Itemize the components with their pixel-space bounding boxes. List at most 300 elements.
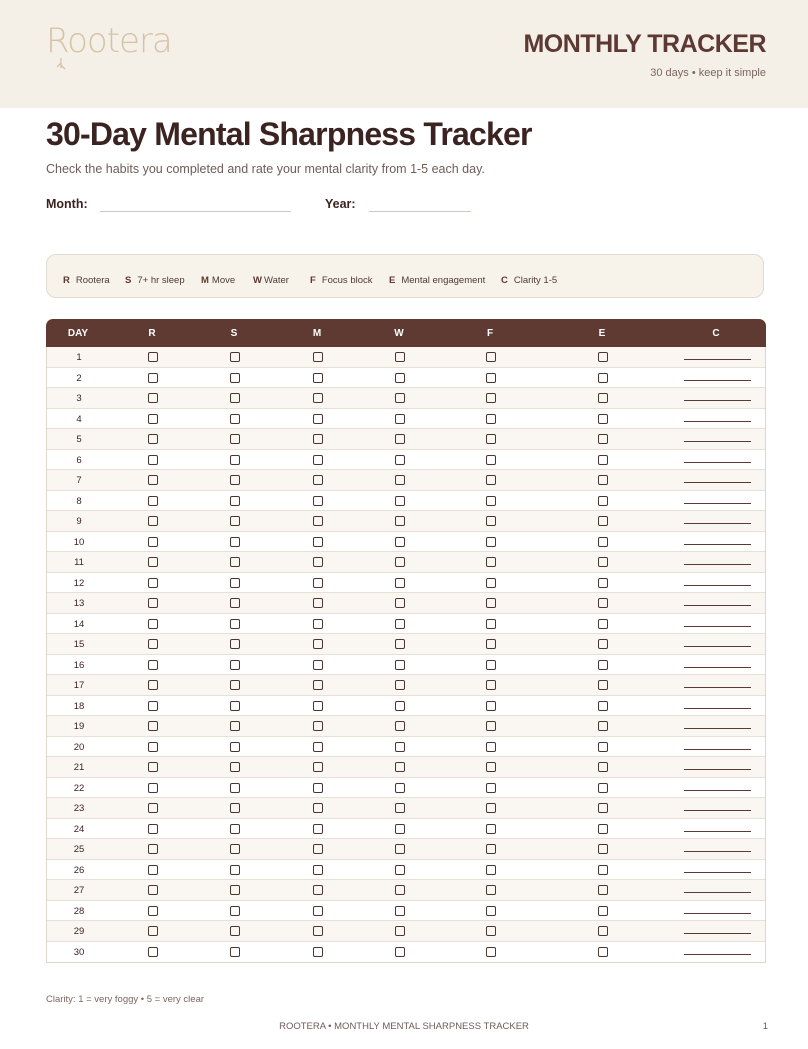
checkbox-e[interactable]	[598, 373, 608, 383]
checkbox-s[interactable]	[230, 680, 240, 690]
month-label: Month:	[46, 197, 88, 211]
clarity-rating-line[interactable]	[684, 913, 751, 914]
checkbox-e[interactable]	[598, 414, 608, 424]
checkbox-f[interactable]	[486, 414, 496, 424]
legend-item-e: E Mental engagement	[389, 275, 486, 286]
checkbox-r[interactable]	[148, 639, 158, 649]
table-row	[47, 409, 765, 430]
table-row	[47, 860, 765, 881]
day-number: 5	[76, 434, 82, 445]
checkbox-m[interactable]	[313, 598, 323, 608]
checkbox-r[interactable]	[148, 660, 158, 670]
checkbox-m[interactable]	[313, 701, 323, 711]
checkbox-s[interactable]	[230, 906, 240, 916]
checkbox-m[interactable]	[313, 578, 323, 588]
checkbox-m[interactable]	[313, 352, 323, 362]
day-number: 3	[76, 393, 82, 404]
checkbox-f[interactable]	[486, 639, 496, 649]
clarity-rating-line[interactable]	[684, 626, 751, 627]
checkbox-e[interactable]	[598, 947, 608, 957]
table-body	[46, 347, 766, 963]
clarity-note: Clarity: 1 = very foggy • 5 = very clear	[46, 994, 205, 1005]
clarity-rating-line[interactable]	[684, 380, 751, 381]
checkbox-m[interactable]	[313, 434, 323, 444]
checkbox-r[interactable]	[148, 393, 158, 403]
checkbox-m[interactable]	[313, 824, 323, 834]
checkbox-w[interactable]	[395, 373, 405, 383]
checkbox-s[interactable]	[230, 578, 240, 588]
checkbox-e[interactable]	[598, 824, 608, 834]
checkbox-w[interactable]	[395, 721, 405, 731]
day-number: 22	[73, 782, 85, 794]
legend-box	[46, 254, 764, 298]
checkbox-s[interactable]	[230, 496, 240, 506]
checkbox-e[interactable]	[598, 885, 608, 895]
checkbox-e[interactable]	[598, 639, 608, 649]
checkbox-f[interactable]	[486, 352, 496, 362]
checkbox-r[interactable]	[148, 701, 158, 711]
day-number: 8	[76, 495, 82, 507]
checkbox-e[interactable]	[598, 352, 608, 362]
checkbox-r[interactable]	[148, 537, 158, 547]
checkbox-f[interactable]	[486, 393, 496, 403]
checkbox-w[interactable]	[395, 844, 405, 854]
checkbox-f[interactable]	[486, 742, 496, 752]
checkbox-e[interactable]	[598, 660, 608, 670]
logo-text: Rootera	[46, 21, 172, 61]
page-number: 1	[762, 1021, 768, 1032]
legend-item-w: W Water	[253, 275, 289, 286]
root-icon	[54, 58, 68, 72]
checkbox-w[interactable]	[395, 742, 405, 752]
checkbox-s[interactable]	[230, 393, 240, 403]
checkbox-f[interactable]	[486, 455, 496, 465]
checkbox-s[interactable]	[230, 947, 240, 957]
col-header-day: DAY	[67, 328, 89, 339]
checkbox-r[interactable]	[148, 455, 158, 465]
day-number: 18	[73, 700, 85, 712]
checkbox-f[interactable]	[486, 824, 496, 834]
legend-item-m: M Move	[201, 275, 236, 286]
checkbox-r[interactable]	[148, 844, 158, 854]
checkbox-s[interactable]	[230, 701, 240, 711]
checkbox-f[interactable]	[486, 496, 496, 506]
day-number: 19	[73, 721, 85, 732]
checkbox-w[interactable]	[395, 619, 405, 629]
clarity-rating-line[interactable]	[684, 769, 751, 770]
checkbox-e[interactable]	[598, 578, 608, 588]
checkbox-e[interactable]	[598, 680, 608, 690]
checkbox-e[interactable]	[598, 865, 608, 875]
checkbox-w[interactable]	[395, 660, 405, 670]
checkbox-s[interactable]	[230, 762, 240, 772]
checkbox-m[interactable]	[313, 414, 323, 424]
day-number: 21	[73, 762, 85, 773]
checkbox-r[interactable]	[148, 721, 158, 731]
clarity-rating-line[interactable]	[684, 933, 751, 934]
checkbox-w[interactable]	[395, 762, 405, 772]
day-number: 26	[73, 864, 85, 876]
checkbox-r[interactable]	[148, 619, 158, 629]
checkbox-f[interactable]	[486, 537, 496, 547]
checkbox-e[interactable]	[598, 516, 608, 526]
table-row	[47, 347, 765, 368]
col-header-e: E	[598, 328, 606, 339]
clarity-rating-line[interactable]	[684, 605, 751, 606]
checkbox-s[interactable]	[230, 414, 240, 424]
checkbox-w[interactable]	[395, 803, 405, 813]
checkbox-m[interactable]	[313, 906, 323, 916]
clarity-rating-line[interactable]	[684, 687, 751, 688]
col-header-s: S	[230, 328, 238, 339]
checkbox-w[interactable]	[395, 578, 405, 588]
checkbox-s[interactable]	[230, 865, 240, 875]
checkbox-f[interactable]	[486, 906, 496, 916]
rootera-logo	[46, 22, 186, 72]
checkbox-e[interactable]	[598, 557, 608, 567]
checkbox-e[interactable]	[598, 742, 608, 752]
checkbox-s[interactable]	[230, 598, 240, 608]
checkbox-m[interactable]	[313, 742, 323, 752]
page-header	[0, 0, 808, 108]
checkbox-r[interactable]	[148, 742, 158, 752]
clarity-rating-line[interactable]	[684, 831, 751, 832]
checkbox-m[interactable]	[313, 639, 323, 649]
header-subtitle: 30 days • keep it simple	[650, 67, 766, 79]
table-row	[47, 573, 765, 594]
checkbox-f[interactable]	[486, 475, 496, 485]
table-row	[47, 839, 765, 860]
table-row	[47, 737, 765, 758]
checkbox-s[interactable]	[230, 639, 240, 649]
clarity-rating-line[interactable]	[684, 544, 751, 545]
checkbox-r[interactable]	[148, 865, 158, 875]
checkbox-w[interactable]	[395, 496, 405, 506]
day-number: 4	[76, 413, 82, 425]
day-number: 27	[73, 885, 85, 896]
checkbox-m[interactable]	[313, 516, 323, 526]
checkbox-s[interactable]	[230, 537, 240, 547]
clarity-rating-line[interactable]	[684, 851, 751, 852]
checkbox-s[interactable]	[230, 475, 240, 485]
checkbox-s[interactable]	[230, 660, 240, 670]
checkbox-m[interactable]	[313, 557, 323, 567]
legend-item-c: C Clarity 1-5	[501, 275, 558, 286]
day-number: 29	[73, 926, 85, 937]
checkbox-r[interactable]	[148, 578, 158, 588]
checkbox-r[interactable]	[148, 947, 158, 957]
checkbox-m[interactable]	[313, 537, 323, 547]
day-number: 10	[73, 536, 85, 548]
day-number: 13	[73, 598, 85, 609]
checkbox-r[interactable]	[148, 680, 158, 690]
checkbox-e[interactable]	[598, 762, 608, 772]
checkbox-r[interactable]	[148, 783, 158, 793]
day-number: 2	[76, 372, 82, 384]
col-header-m: M	[312, 328, 322, 339]
checkbox-f[interactable]	[486, 557, 496, 567]
checkbox-e[interactable]	[598, 619, 608, 629]
checkbox-e[interactable]	[598, 926, 608, 936]
checkbox-m[interactable]	[313, 865, 323, 875]
clarity-rating-line[interactable]	[684, 708, 751, 709]
checkbox-s[interactable]	[230, 619, 240, 629]
checkbox-f[interactable]	[486, 865, 496, 875]
day-number: 16	[73, 659, 85, 671]
table-row	[47, 470, 765, 491]
month-field[interactable]	[100, 211, 291, 212]
checkbox-f[interactable]	[486, 598, 496, 608]
clarity-rating-line[interactable]	[684, 646, 751, 647]
day-number: 20	[73, 741, 85, 753]
clarity-rating-line[interactable]	[684, 954, 751, 955]
table-row	[47, 716, 765, 737]
col-header-r: R	[148, 328, 156, 339]
checkbox-e[interactable]	[598, 455, 608, 465]
clarity-rating-line[interactable]	[684, 585, 751, 586]
table-row	[47, 757, 765, 778]
checkbox-w[interactable]	[395, 701, 405, 711]
clarity-rating-line[interactable]	[684, 872, 751, 873]
table-row	[47, 901, 765, 922]
checkbox-w[interactable]	[395, 414, 405, 424]
table-row	[47, 675, 765, 696]
checkbox-m[interactable]	[313, 947, 323, 957]
checkbox-w[interactable]	[395, 639, 405, 649]
col-header-c: C	[712, 328, 720, 339]
clarity-rating-line[interactable]	[684, 564, 751, 565]
checkbox-m[interactable]	[313, 475, 323, 485]
checkbox-m[interactable]	[313, 660, 323, 670]
checkbox-w[interactable]	[395, 557, 405, 567]
table-row	[47, 798, 765, 819]
checkbox-s[interactable]	[230, 844, 240, 854]
table-row	[47, 511, 765, 532]
legend-item-s: S 7+ hr sleep	[125, 275, 185, 286]
checkbox-e[interactable]	[598, 701, 608, 711]
checkbox-e[interactable]	[598, 598, 608, 608]
checkbox-s[interactable]	[230, 557, 240, 567]
checkbox-r[interactable]	[148, 434, 158, 444]
intro-text: Check the habits you completed and rate your mental clarity from 1-5 each day.	[46, 162, 485, 176]
checkbox-e[interactable]	[598, 475, 608, 485]
checkbox-f[interactable]	[486, 660, 496, 670]
header-title: MONTHLY TRACKER	[523, 30, 766, 58]
checkbox-m[interactable]	[313, 455, 323, 465]
checkbox-s[interactable]	[230, 885, 240, 895]
checkbox-r[interactable]	[148, 373, 158, 383]
clarity-rating-line[interactable]	[684, 421, 751, 422]
checkbox-m[interactable]	[313, 373, 323, 383]
checkbox-w[interactable]	[395, 906, 405, 916]
checkbox-f[interactable]	[486, 721, 496, 731]
day-number: 9	[76, 516, 82, 527]
col-header-f: F	[486, 328, 494, 339]
checkbox-s[interactable]	[230, 742, 240, 752]
clarity-rating-line[interactable]	[684, 482, 751, 483]
page-footer: ROOTERA • MONTHLY MENTAL SHARPNESS TRACKER	[279, 1021, 529, 1032]
checkbox-f[interactable]	[486, 844, 496, 854]
checkbox-s[interactable]	[230, 352, 240, 362]
clarity-rating-line[interactable]	[684, 441, 751, 442]
checkbox-w[interactable]	[395, 885, 405, 895]
checkbox-m[interactable]	[313, 393, 323, 403]
checkbox-w[interactable]	[395, 680, 405, 690]
checkbox-w[interactable]	[395, 926, 405, 936]
day-number: 15	[73, 639, 85, 650]
day-number: 1	[76, 352, 82, 363]
table-row	[47, 491, 765, 512]
table-row	[47, 942, 765, 963]
checkbox-f[interactable]	[486, 803, 496, 813]
table-row	[47, 655, 765, 676]
checkbox-f[interactable]	[486, 680, 496, 690]
checkbox-r[interactable]	[148, 496, 158, 506]
checkbox-s[interactable]	[230, 824, 240, 834]
table-row	[47, 368, 765, 389]
table-row	[47, 819, 765, 840]
checkbox-f[interactable]	[486, 619, 496, 629]
checkbox-m[interactable]	[313, 885, 323, 895]
checkbox-w[interactable]	[395, 865, 405, 875]
table-row	[47, 552, 765, 573]
year-label: Year:	[325, 197, 356, 211]
checkbox-s[interactable]	[230, 721, 240, 731]
checkbox-f[interactable]	[486, 885, 496, 895]
checkbox-w[interactable]	[395, 352, 405, 362]
clarity-rating-line[interactable]	[684, 810, 751, 811]
clarity-rating-line[interactable]	[684, 462, 751, 463]
checkbox-e[interactable]	[598, 496, 608, 506]
checkbox-w[interactable]	[395, 393, 405, 403]
checkbox-s[interactable]	[230, 783, 240, 793]
table-row	[47, 921, 765, 942]
checkbox-e[interactable]	[598, 434, 608, 444]
checkbox-r[interactable]	[148, 516, 158, 526]
checkbox-e[interactable]	[598, 803, 608, 813]
legend-item-f: F Focus block	[310, 275, 373, 286]
checkbox-r[interactable]	[148, 824, 158, 834]
checkbox-r[interactable]	[148, 762, 158, 772]
checkbox-m[interactable]	[313, 783, 323, 793]
checkbox-s[interactable]	[230, 803, 240, 813]
checkbox-e[interactable]	[598, 721, 608, 731]
checkbox-f[interactable]	[486, 783, 496, 793]
day-number: 14	[73, 618, 85, 630]
checkbox-w[interactable]	[395, 598, 405, 608]
checkbox-r[interactable]	[148, 906, 158, 916]
checkbox-w[interactable]	[395, 537, 405, 547]
day-number: 24	[73, 823, 85, 835]
checkbox-f[interactable]	[486, 434, 496, 444]
checkbox-r[interactable]	[148, 557, 158, 567]
day-number: 6	[76, 454, 82, 466]
year-field[interactable]	[369, 211, 471, 212]
clarity-rating-line[interactable]	[684, 728, 751, 729]
checkbox-m[interactable]	[313, 844, 323, 854]
checkbox-r[interactable]	[148, 598, 158, 608]
checkbox-r[interactable]	[148, 926, 158, 936]
checkbox-e[interactable]	[598, 393, 608, 403]
checkbox-r[interactable]	[148, 352, 158, 362]
table-row	[47, 532, 765, 553]
checkbox-f[interactable]	[486, 947, 496, 957]
checkbox-w[interactable]	[395, 475, 405, 485]
checkbox-w[interactable]	[395, 455, 405, 465]
table-header	[46, 319, 766, 347]
table-row	[47, 696, 765, 717]
checkbox-w[interactable]	[395, 783, 405, 793]
checkbox-f[interactable]	[486, 762, 496, 772]
clarity-rating-line[interactable]	[684, 749, 751, 750]
col-header-w: W	[394, 328, 404, 339]
table-row	[47, 593, 765, 614]
checkbox-m[interactable]	[313, 926, 323, 936]
day-number: 12	[73, 577, 85, 589]
checkbox-f[interactable]	[486, 701, 496, 711]
table-row	[47, 614, 765, 635]
checkbox-w[interactable]	[395, 434, 405, 444]
checkbox-r[interactable]	[148, 475, 158, 485]
day-number: 17	[73, 680, 85, 691]
checkbox-e[interactable]	[598, 844, 608, 854]
checkbox-f[interactable]	[486, 926, 496, 936]
checkbox-m[interactable]	[313, 762, 323, 772]
checkbox-s[interactable]	[230, 926, 240, 936]
day-number: 28	[73, 905, 85, 917]
checkbox-r[interactable]	[148, 803, 158, 813]
checkbox-m[interactable]	[313, 496, 323, 506]
table-row	[47, 634, 765, 655]
checkbox-m[interactable]	[313, 619, 323, 629]
checkbox-r[interactable]	[148, 414, 158, 424]
checkbox-r[interactable]	[148, 885, 158, 895]
table-row	[47, 388, 765, 409]
checkbox-w[interactable]	[395, 824, 405, 834]
clarity-rating-line[interactable]	[684, 400, 751, 401]
table-row	[47, 429, 765, 450]
checkbox-m[interactable]	[313, 803, 323, 813]
table-row	[47, 880, 765, 901]
checkbox-s[interactable]	[230, 516, 240, 526]
day-number: 7	[76, 475, 82, 486]
clarity-rating-line[interactable]	[684, 503, 751, 504]
checkbox-e[interactable]	[598, 537, 608, 547]
checkbox-m[interactable]	[313, 680, 323, 690]
checkbox-w[interactable]	[395, 516, 405, 526]
checkbox-s[interactable]	[230, 455, 240, 465]
checkbox-f[interactable]	[486, 578, 496, 588]
clarity-rating-line[interactable]	[684, 359, 751, 360]
checkbox-f[interactable]	[486, 516, 496, 526]
day-number: 11	[74, 557, 84, 568]
checkbox-f[interactable]	[486, 373, 496, 383]
table-row	[47, 778, 765, 799]
clarity-rating-line[interactable]	[684, 667, 751, 668]
day-number: 30	[73, 946, 85, 958]
page-title: 30-Day Mental Sharpness Tracker	[46, 116, 532, 152]
checkbox-e[interactable]	[598, 783, 608, 793]
checkbox-s[interactable]	[230, 373, 240, 383]
clarity-rating-line[interactable]	[684, 790, 751, 791]
clarity-rating-line[interactable]	[684, 892, 751, 893]
clarity-rating-line[interactable]	[684, 523, 751, 524]
checkbox-m[interactable]	[313, 721, 323, 731]
checkbox-w[interactable]	[395, 947, 405, 957]
checkbox-e[interactable]	[598, 906, 608, 916]
day-number: 25	[73, 844, 85, 855]
checkbox-s[interactable]	[230, 434, 240, 444]
